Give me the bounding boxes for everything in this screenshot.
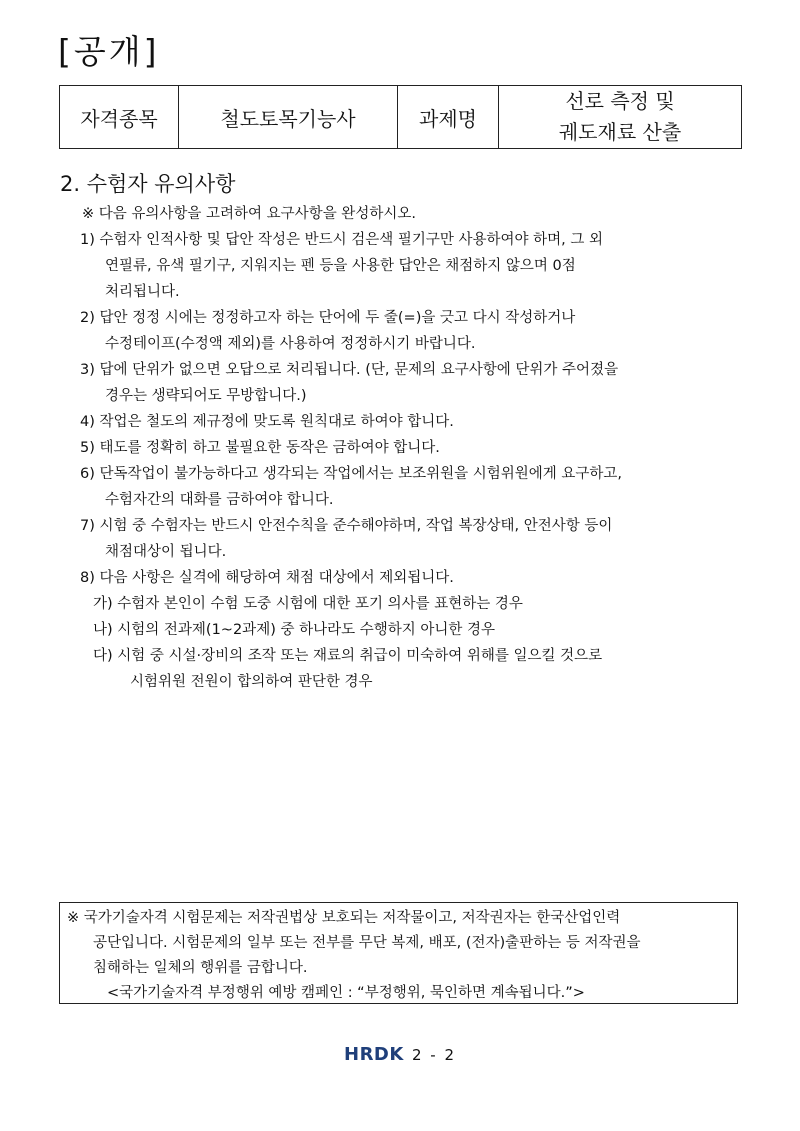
- list-item: 수험자간의 대화를 금하여야 합니다.: [105, 492, 334, 508]
- list-item: ※ 다음 유의사항을 고려하여 요구사항을 완성하시오.: [82, 206, 416, 222]
- qualification-value: 철도토목기능사: [179, 86, 398, 149]
- list-item: 가) 수험자 본인이 수험 도중 시험에 대한 포기 의사를 표현하는 경우: [93, 596, 523, 612]
- list-item: 처리됩니다.: [105, 284, 180, 300]
- copyright-notice: [59, 902, 738, 1004]
- task-line-2: 궤도재료 산출: [558, 120, 682, 144]
- task-line-1: 선로 측정 및: [565, 89, 675, 113]
- list-item: 시험위원 전원이 합의하여 판단한 경우: [130, 674, 373, 690]
- list-item: 2) 답안 정정 시에는 정정하고자 하는 단어에 두 줄(=)을 긋고 다시 작성하거나: [80, 310, 576, 326]
- hrdk-logo: HRDK: [344, 1044, 404, 1065]
- list-item: 경우는 생략되어도 무방합니다.): [105, 388, 307, 404]
- list-item: 7) 시험 중 수험자는 반드시 안전수칙을 준수해야하며, 작업 복장상태, 안전사항 등이: [80, 518, 613, 534]
- list-item: 나) 시험의 전과제(1~2과제) 중 하나라도 수행하지 아니한 경우: [93, 622, 495, 638]
- list-item: 1) 수험자 인적사항 및 답안 작성은 반드시 검은색 필기구만 사용하여야 하며, 그 외: [80, 232, 604, 248]
- section-title: 2. 수험자 유의사항: [60, 172, 236, 196]
- notice-line-4: <국가기술자격 부정행위 예방 캠페인 : “부정행위, 묵인하면 계속됩니다.”>: [107, 985, 585, 1001]
- page-number: 2 - 2: [412, 1046, 457, 1064]
- page-footer: [0, 1043, 800, 1067]
- qualification-label: 자격종목: [60, 86, 179, 149]
- list-item: 6) 단독작업이 불가능하다고 생각되는 작업에서는 보조위원을 시험위원에게 요구하고,: [80, 466, 622, 482]
- list-item: 4) 작업은 철도의 제규정에 맞도록 원칙대로 하여야 합니다.: [80, 414, 454, 430]
- list-item: 3) 답에 단위가 없으면 오답으로 처리됩니다. (단, 문제의 요구사항에 단위가 주어졌을: [80, 362, 619, 378]
- list-item: 8) 다음 사항은 실격에 해당하여 채점 대상에서 제외됩니다.: [80, 570, 454, 586]
- list-item: 채점대상이 됩니다.: [105, 544, 227, 560]
- public-tag: [공개]: [58, 32, 160, 71]
- list-item: 다) 시험 중 시설·장비의 조작 또는 재료의 취급이 미숙하여 위해를 일으킬 것으로: [93, 648, 603, 664]
- notice-line-1: ※ 국가기술자격 시험문제는 저작권법상 보호되는 저작물이고, 저작권자는 한국산업인력: [67, 910, 621, 926]
- info-table: [59, 85, 742, 149]
- notice-line-3: 침해하는 일체의 행위를 금합니다.: [93, 960, 308, 976]
- notice-line-2: 공단입니다. 시험문제의 일부 또는 전부를 무단 복제, 배포, (전자)출판하는 등 저작권을: [93, 935, 641, 951]
- task-value: [499, 86, 742, 149]
- list-item: 수정테이프(수정액 제외)를 사용하여 정정하시기 바랍니다.: [105, 336, 476, 352]
- list-item: 5) 태도를 정확히 하고 불필요한 동작은 금하여야 합니다.: [80, 440, 440, 456]
- task-label: 과제명: [398, 86, 499, 149]
- list-item: 연필류, 유색 필기구, 지워지는 펜 등을 사용한 답안은 채점하지 않으며 0점: [105, 258, 576, 274]
